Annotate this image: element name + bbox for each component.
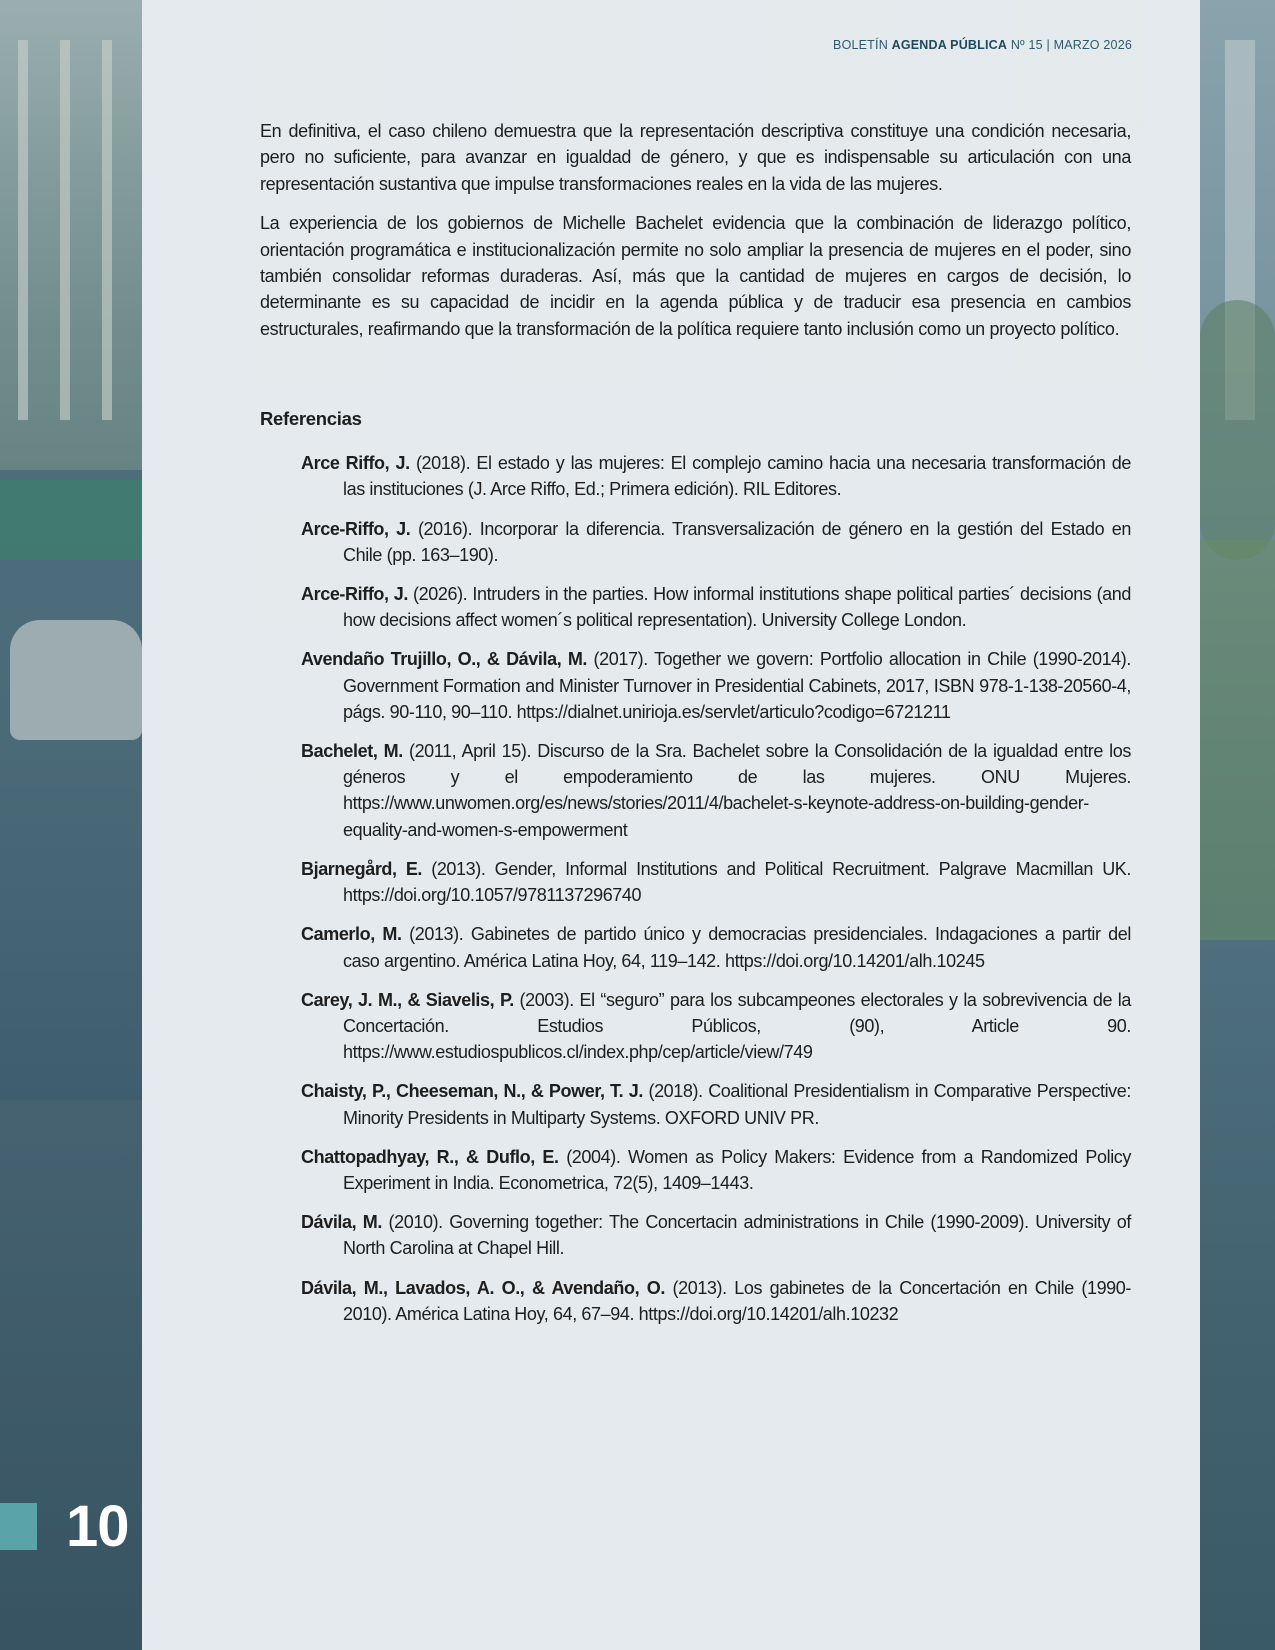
tree-shape <box>1200 300 1275 560</box>
page-number: 10 <box>66 1494 129 1559</box>
reference-text: (2013). Gender, Informal Institutions and Political Recruitment. Palgrave Macmillan UK. https://doi.org/10.1057/9781137296740 <box>343 858 1132 906</box>
reference-text: (2013). Los gabinetes de la Concertación en Chile (1990-2010). América Latina Hoy, 64, 67–94. https://doi.org/10.14201/alh.10232 <box>343 1277 1132 1324</box>
reference-item <box>301 921 1131 973</box>
reference-text: (2018). El estado y las mujeres: El complejo camino hacia una necesaria transformación de las instituciones (J. Arce Riffo, Ed.; Primera edición). RIL Editores. <box>343 453 1131 500</box>
references-heading: Referencias <box>260 408 362 430</box>
header-prefix: BOLETÍN <box>833 38 892 52</box>
reference-author: Chaisty, P., Cheeseman, N., & Power, T. J. <box>301 1081 643 1102</box>
street-shape <box>0 1100 142 1650</box>
reference-author: Avendaño Trujillo, O., & Dávila, M. <box>301 649 588 670</box>
main-content <box>260 118 1131 1340</box>
reference-item <box>301 1209 1131 1261</box>
reference-text: (2018). Coalitional Presidentialism in Comparative Perspective: Minority Presidents in Multiparty Systems. OXFORD UNIV PR. <box>343 1081 1131 1128</box>
reference-text: (2017). Together we govern: Portfolio allocation in Chile (1990-2014). Government Formation and Minister Turnover in Presidential Cabinets, 2017, ISBN 978-1-138-20560-4, págs. 90-110, 90–110. https://dialnet.unirioja.es/servlet/articulo?codigo=6721211 <box>343 649 1131 722</box>
reference-author: Bachelet, M. <box>301 741 403 762</box>
car-shape <box>10 620 142 740</box>
reference-author: Dávila, M. <box>301 1212 382 1233</box>
body-paragraph: La experiencia de los gobiernos de Michelle Bachelet evidencia que la combinación de liderazgo político, orientación programática e institucionalización permite no solo ampliar la presencia de mujeres en el poder, sino también consolidar reformas duraderas. Así, más que la cantidad de mujeres en cargos de decisión, lo determinante es su capacidad de incidir en la agenda pública y de traducir esa presencia en cambios estructurales, reafirmando que la transformación de la política requiere tanto inclusión como un proyecto político. <box>260 213 1131 339</box>
reference-author: Arce-Riffo, J. <box>301 584 408 605</box>
reference-author: Arce Riffo, J. <box>301 453 410 474</box>
reference-author: Bjarnegård, E. <box>301 858 423 879</box>
reference-item <box>301 987 1131 1066</box>
reference-item <box>301 1275 1131 1327</box>
grass-shape <box>1200 540 1275 940</box>
reference-text: (2016). Incorporar la diferencia. Transversalización de género en la gestión del Estado en Chile (pp. 163–190). <box>343 518 1131 565</box>
header-publication: AGENDA PÚBLICA <box>891 38 1008 52</box>
reference-author: Carey, J. M., & Siavelis, P. <box>301 989 514 1010</box>
body-paragraph: En definitiva, el caso chileno demuestra que la representación descriptiva constituye una condición necesaria, pero no suficiente, para avanzar en igualdad de género, y que es indispensable su articulación con una representación sustantiva que impulse transformaciones reales en la vida de las mujeres. <box>260 121 1131 194</box>
reference-author: Chattopadhyay, R., & Duflo, E. <box>301 1146 559 1167</box>
reference-item <box>301 738 1131 843</box>
reference-author: Camerlo, M. <box>301 924 402 945</box>
reference-text: (2003). El “seguro” para los subcampeones electorales y la sobrevivencia de la Concertación. Estudios Públicos, (90), Article 90. https://www.estudiospublicos.cl/index.php/cep/article/view/749 <box>343 989 1131 1063</box>
reference-text: (2013). Gabinetes de partido único y democracias presidenciales. Indagaciones a partir del caso argentino. América Latina Hoy, 64, 119–142. https://doi.org/10.14201/alh.10245 <box>343 924 1131 971</box>
reference-author: Arce-Riffo, J. <box>301 518 411 539</box>
background-photo-right <box>1200 0 1275 1650</box>
reference-author: Dávila, M., Lavados, A. O., & Avendaño, O. <box>301 1277 665 1298</box>
reference-item <box>301 856 1131 908</box>
building-column <box>60 40 70 420</box>
page-header <box>833 38 1132 52</box>
reference-item <box>301 1078 1131 1130</box>
bus-shape <box>0 480 142 560</box>
reference-item <box>301 450 1131 502</box>
header-suffix: Nº 15 | MARZO 2026 <box>1007 38 1132 52</box>
page-number-tab <box>0 1503 37 1550</box>
reference-text: (2004). Women as Policy Makers: Evidence from a Randomized Policy Experiment in India. Econometrica, 72(5), 1409–1443. <box>343 1146 1131 1193</box>
reference-text: (2011, April 15). Discurso de la Sra. Bachelet sobre la Consolidación de la igualdad entre los géneros y el empoderamiento de las mujeres. ONU Mujeres. https://www.unwomen.org/es/news/stories/2011/4/bachelet-s-keynote-address-on-building-gender-equality-and-women-s-empowerment <box>343 741 1131 840</box>
reference-item <box>301 646 1131 725</box>
reference-text: (2026). Intruders in the parties. How informal institutions shape political parties´ decisions (and how decisions affect women´s political representation). University College London. <box>343 584 1131 631</box>
reference-item <box>301 516 1131 568</box>
references-list <box>260 450 1131 1327</box>
building-column <box>102 40 112 420</box>
background-photo-left <box>0 0 142 1650</box>
reference-item <box>301 1144 1131 1196</box>
reference-text: (2010). Governing together: The Concertacin administrations in Chile (1990-2009). University of North Carolina at Chapel Hill. <box>343 1212 1132 1259</box>
building-column <box>18 40 28 420</box>
reference-item <box>301 581 1131 633</box>
